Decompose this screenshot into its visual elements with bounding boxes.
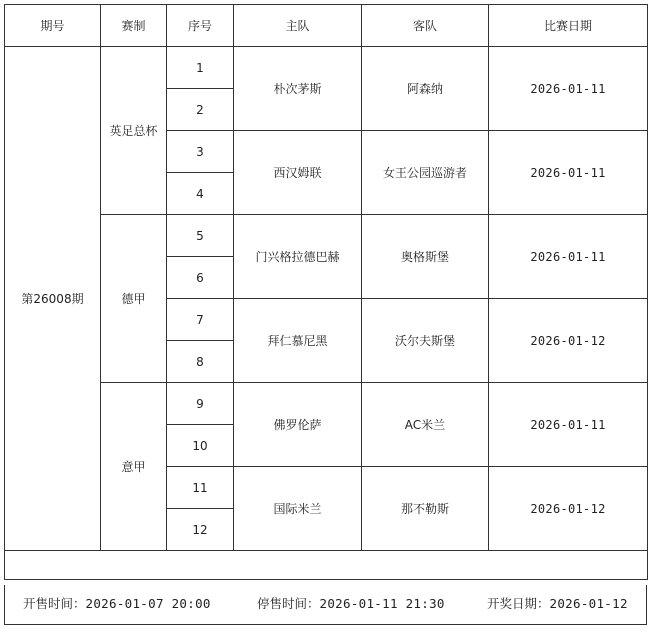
home-team: 门兴格拉德巴赫: [234, 215, 362, 299]
match-date: 2026-01-11: [489, 383, 648, 467]
seq-cell: 2: [167, 89, 234, 131]
away-team: 阿森纳: [362, 47, 489, 131]
sale-start-label: 开售时间：: [23, 596, 86, 611]
home-team: 西汉姆联: [234, 131, 362, 215]
table-row: [5, 47, 648, 89]
match-date: 2026-01-11: [489, 131, 648, 215]
header-period: 期号: [5, 5, 101, 47]
period-cell: 第26008期: [5, 47, 101, 551]
sale-stop-label: 停售时间：: [257, 596, 320, 611]
header-date: 比赛日期: [489, 5, 648, 47]
competition-cell: 英足总杯: [101, 47, 167, 215]
sale-stop-value: 2026-01-11 21:30: [319, 596, 445, 611]
seq-cell: 7: [167, 299, 234, 341]
lottery-schedule: [4, 4, 647, 629]
seq-cell: 6: [167, 257, 234, 299]
header-away: 客队: [362, 5, 489, 47]
table-row: [5, 215, 648, 257]
match-date: 2026-01-12: [489, 467, 648, 551]
seq-cell: 8: [167, 341, 234, 383]
home-team: 朴次茅斯: [234, 47, 362, 131]
seq-cell: 1: [167, 47, 234, 89]
match-date: 2026-01-12: [489, 299, 648, 383]
seq-cell: 5: [167, 215, 234, 257]
seq-cell: 9: [167, 383, 234, 425]
header-competition: 赛制: [101, 5, 167, 47]
away-team: AC米兰: [362, 383, 489, 467]
draw-date: [487, 594, 628, 612]
sale-start-value: 2026-01-07 20:00: [85, 596, 211, 611]
competition-cell: 德甲: [101, 215, 167, 383]
draw-date-value: 2026-01-12: [549, 596, 628, 611]
sale-start: [23, 594, 211, 612]
sale-stop: [257, 594, 445, 612]
seq-cell: 10: [167, 425, 234, 467]
draw-date-label: 开奖日期：: [487, 596, 550, 611]
header-home: 主队: [234, 5, 362, 47]
match-table: [4, 4, 648, 580]
seq-cell: 3: [167, 131, 234, 173]
home-team: 国际米兰: [234, 467, 362, 551]
home-team: 拜仁慕尼黑: [234, 299, 362, 383]
blank-row: [5, 551, 648, 580]
seq-cell: 12: [167, 509, 234, 551]
away-team: 女王公园巡游者: [362, 131, 489, 215]
away-team: 奥格斯堡: [362, 215, 489, 299]
header-seq: 序号: [167, 5, 234, 47]
seq-cell: 4: [167, 173, 234, 215]
header-row: [5, 5, 648, 47]
away-team: 那不勒斯: [362, 467, 489, 551]
match-date: 2026-01-11: [489, 47, 648, 131]
match-date: 2026-01-11: [489, 215, 648, 299]
home-team: 佛罗伦萨: [234, 383, 362, 467]
away-team: 沃尔夫斯堡: [362, 299, 489, 383]
sale-info-bar: [4, 585, 647, 625]
table-row: [5, 383, 648, 425]
seq-cell: 11: [167, 467, 234, 509]
blank-cell: [5, 551, 648, 580]
competition-cell: 意甲: [101, 383, 167, 551]
